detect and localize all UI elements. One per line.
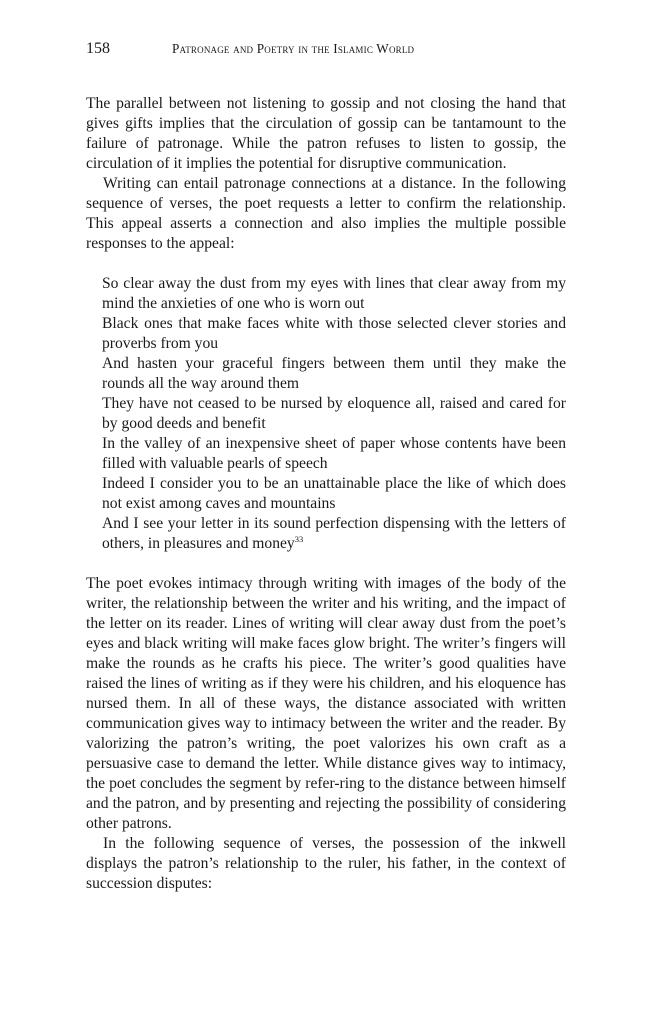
verse-line: In the valley of an inexpensive sheet of paper whose contents have been filled with valuable pearls of speech xyxy=(102,435,566,472)
verse-line-last xyxy=(102,514,566,554)
paragraph: The poet evokes intimacy through writing with images of the body of the writer, the relationship between the writer and his writing, and the impact of the letter on its reader. Lines of writing will clear away dust from the poet’s eyes and black writing will make faces glow bright. The writer’s fingers will make the rounds as he crafts his piece. The writer’s good qualities have raised the lines of writing as if they were his children, and his eloquence has nursed them. In all of these ways, the distance associated with written communication gives way to intimacy between the writer and the reader. By valorizing the patron’s writing, the poet valorizes his own craft as a persuasive case to demand the letter. While distance gives way to intimacy, the poet concludes the segment by refer-ring to the distance between himself and the patron, and by presenting and rejecting the possibility of considering other patrons. xyxy=(86,575,566,832)
paragraph: Writing can entail patronage connections at a distance. In the following sequence of verses, the poet requests a letter to confirm the relationship. This appeal asserts a connection and also implies the multiple possible responses to the appeal: xyxy=(86,175,566,252)
verse-line: So clear away the dust from my eyes with lines that clear away from my mind the anxieties of one who is worn out xyxy=(102,275,566,312)
paragraph: The parallel between not listening to gossip and not closing the hand that gives gifts implies that the circulation of gossip can be tantamount to the failure of patronage. While the patron refuses to listen to gossip, the circulation of it implies the potential for disruptive communication. xyxy=(86,95,566,172)
verse-quotation xyxy=(102,274,566,554)
running-title: Patronage and Poetry in the Islamic World xyxy=(172,41,415,56)
page-header xyxy=(86,40,566,68)
verse-line: Black ones that make faces white with those selected clever stories and proverbs from you xyxy=(102,315,566,352)
body-text xyxy=(86,94,566,894)
verse-line-text: And I see your letter in its sound perfection dispensing with the letters of others, in pleasures and money xyxy=(102,515,566,552)
book-page xyxy=(86,40,566,894)
verse-line: And hasten your graceful fingers between them until they make the rounds all the way around them xyxy=(102,355,566,392)
footnote-reference[interactable]: 33 xyxy=(294,534,304,544)
page-number: 158 xyxy=(86,40,110,57)
paragraph: In the following sequence of verses, the possession of the inkwell displays the patron’s relationship to the ruler, his father, in the context of succession disputes: xyxy=(86,835,566,892)
verse-line: Indeed I consider you to be an unattainable place the like of which does not exist among caves and mountains xyxy=(102,475,566,512)
verse-line: They have not ceased to be nursed by eloquence all, raised and cared for by good deeds and benefit xyxy=(102,395,566,432)
